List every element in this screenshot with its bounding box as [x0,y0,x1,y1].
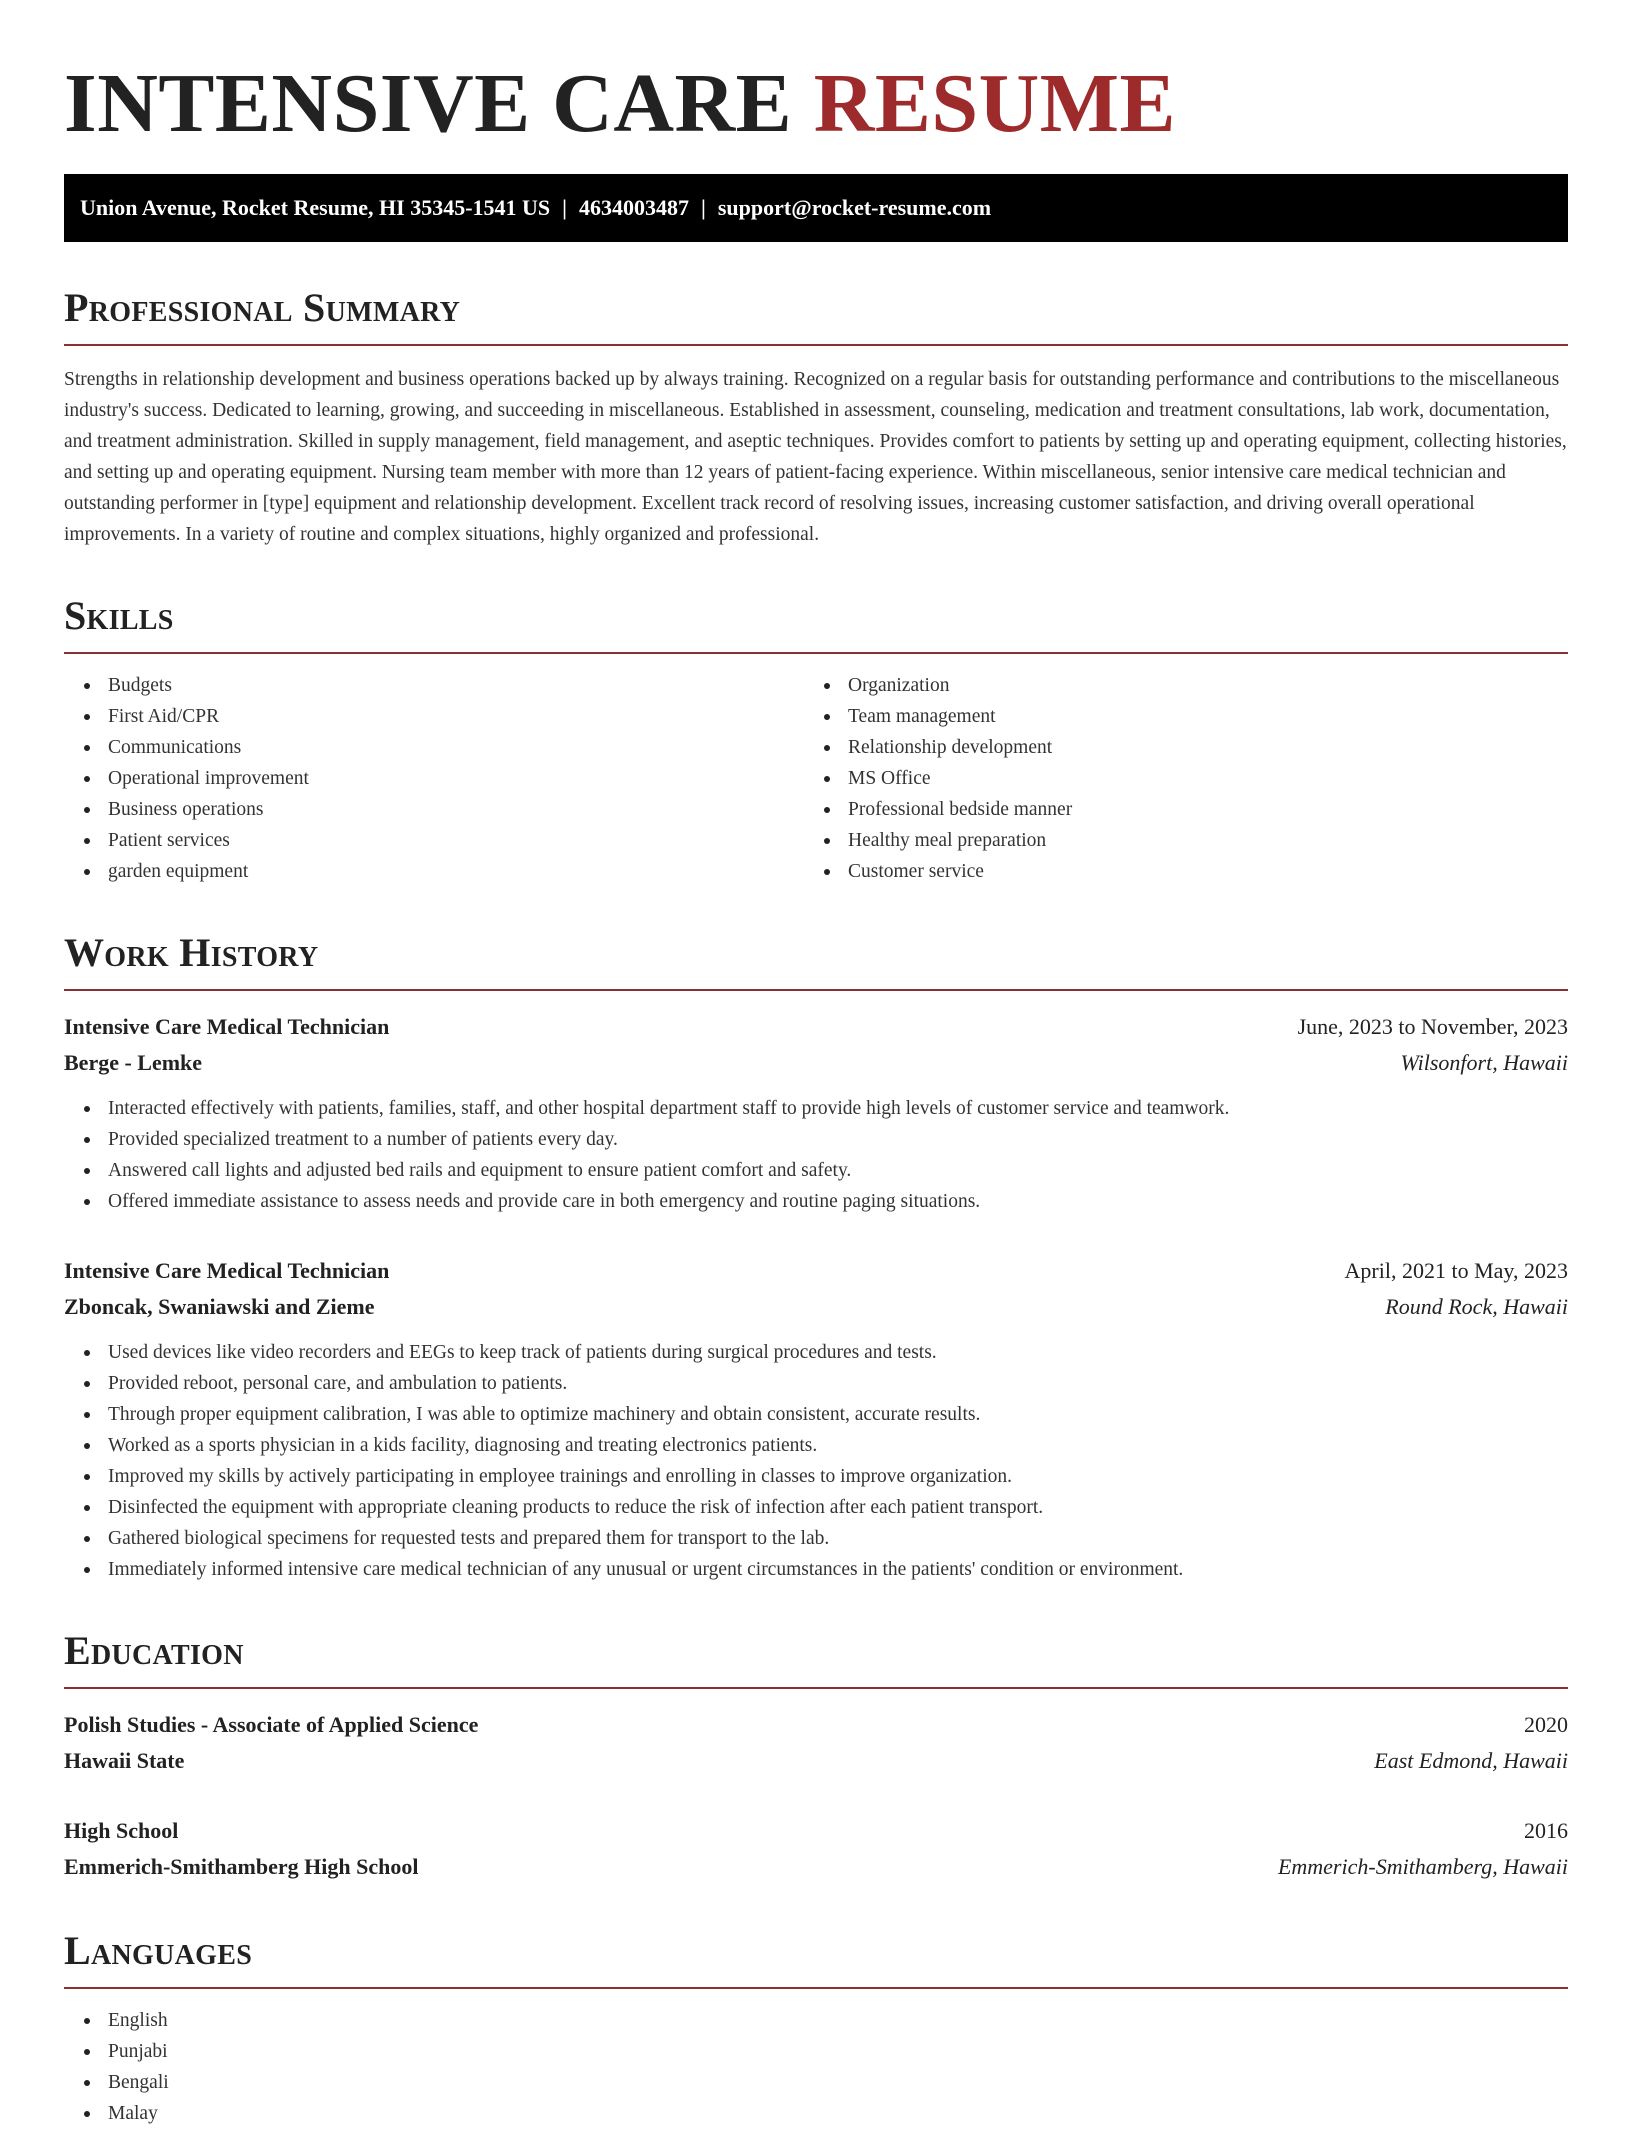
skill-item: Operational improvement [108,763,804,794]
job-location: Round Rock, Hawaii [1385,1294,1568,1319]
skills-section [64,594,1568,887]
languages-heading: Languages [64,1929,1568,1989]
work-history-heading: Work History [64,931,1568,991]
resume-page [64,0,1568,2129]
education-header-row [64,1813,1568,1849]
job-subheader-row [64,1289,1568,1325]
skill-item: Patient services [108,825,804,856]
job-bullets [64,1093,1568,1217]
job-dates: June, 2023 to November, 2023 [1297,1014,1568,1039]
education-entry [64,1813,1568,1885]
job-bullet: Worked as a sports physician in a kids facility, diagnosing and treating electronics patients. [108,1430,1568,1461]
education-entry [64,1707,1568,1779]
education-year: 2020 [1524,1712,1568,1737]
job-bullet: Gathered biological specimens for requested tests and prepared them for transport to the lab. [108,1523,1568,1554]
job-bullet: Disinfected the equipment with appropriate cleaning products to reduce the risk of infection after each patient transport. [108,1492,1568,1523]
job-bullets [64,1337,1568,1585]
work-history-section [64,931,1568,1585]
language-item: Malay [108,2098,1568,2129]
skill-item: garden equipment [108,856,804,887]
language-item: Bengali [108,2067,1568,2098]
skills-grid [64,654,1568,887]
skills-heading: Skills [64,594,1568,654]
job-bullet: Immediately informed intensive care medical technician of any unusual or urgent circumstances in the patients' condition or environment. [108,1554,1568,1585]
summary-text: Strengths in relationship development and business operations backed up by always training. Recognized on a regular basis for outstanding performance and contributions to the miscellaneous industry's success. Dedicated to learning, growing, and succeeding in miscellaneous. Established in assessment, counseling, medication and treatment consultations, lab work, documentation, and treatment administration. Skilled in supply management, field management, and aseptic techniques. Provides comfort to patients by setting up and operating equipment, collecting histories, and setting up and operating equipment. Nursing team member with more than 12 years of patient-facing experience. Within miscellaneous, senior intensive care medical technician and outstanding performer in [type] equipment and relationship development. Excellent track record of resolving issues, increasing customer satisfaction, and driving overall operational improvements. In a variety of routine and complex situations, highly organized and professional. [64,369,1567,545]
skill-item: Organization [848,670,1568,701]
contact-separator: | [562,195,568,220]
job-bullet: Interacted effectively with patients, families, staff, and other hospital department staff to provide high levels of customer service and teamwork. [108,1093,1568,1124]
job-bullet: Provided reboot, personal care, and ambulation to patients. [108,1368,1568,1399]
job-title: Intensive Care Medical Technician [64,1014,390,1039]
language-item: English [108,2005,1568,2036]
contact-bar [64,174,1568,242]
job-header-row [64,1009,1568,1045]
title-main: INTENSIVE CARE [64,57,793,150]
skill-item: MS Office [848,763,1568,794]
title-accent: RESUME [813,57,1177,150]
education-subheader-row [64,1743,1568,1779]
contact-separator: | [701,195,706,220]
job-bullet: Offered immediate assistance to assess needs and provide care in both emergency and routine paging situations. [108,1186,1568,1217]
summary-heading: Professional Summary [64,286,1568,346]
job-bullet: Provided specialized treatment to a number of patients every day. [108,1124,1568,1155]
summary-section [64,286,1568,550]
job-location: Wilsonfort, Hawaii [1400,1050,1568,1075]
job-bullet: Used devices like video recorders and EEGs to keep track of patients during surgical procedures and tests. [108,1337,1568,1368]
job-entry [64,1009,1568,1217]
education-school: Hawaii State [64,1748,185,1773]
languages-section [64,1929,1568,2129]
job-subheader-row [64,1045,1568,1081]
job-entry [64,1253,1568,1585]
languages-list [64,2005,1568,2129]
education-header-row [64,1707,1568,1743]
education-school: Emmerich-Smithamberg High School [64,1854,419,1879]
skill-item: Customer service [848,856,1568,887]
education-location: Emmerich-Smithamberg, Hawaii [1277,1854,1568,1879]
job-dates: April, 2021 to May, 2023 [1344,1258,1568,1283]
skill-item: First Aid/CPR [108,701,804,732]
skill-item: Professional bedside manner [848,794,1568,825]
skill-item: Healthy meal preparation [848,825,1568,856]
job-bullet: Through proper equipment calibration, I was able to optimize machinery and obtain consistent, accurate results. [108,1399,1568,1430]
language-item: Punjabi [108,2036,1568,2067]
job-company: Zboncak, Swaniawski and Zieme [64,1294,375,1319]
education-degree: Polish Studies - Associate of Applied Science [64,1712,479,1737]
education-heading: Education [64,1629,1568,1689]
contact-phone: 4634003487 [579,195,690,220]
education-subheader-row [64,1849,1568,1885]
skill-item: Relationship development [848,732,1568,763]
contact-email: support@rocket-resume.com [717,195,992,220]
skill-item: Communications [108,732,804,763]
education-location: East Edmond, Hawaii [1374,1748,1568,1773]
contact-address: Union Avenue, Rocket Resume, HI 35345-1541 US [80,195,551,220]
skill-item: Budgets [108,670,804,701]
job-title: Intensive Care Medical Technician [64,1258,390,1283]
job-company: Berge - Lemke [64,1050,203,1075]
job-bullet: Improved my skills by actively participating in employee trainings and enrolling in classes to improve organization. [108,1461,1568,1492]
skills-list-left [64,670,804,887]
skills-list-right [804,670,1568,887]
job-header-row [64,1253,1568,1289]
education-year: 2016 [1524,1818,1568,1843]
education-section [64,1629,1568,1885]
resume-title [64,54,1568,154]
skill-item: Team management [848,701,1568,732]
skill-item: Business operations [108,794,804,825]
job-bullet: Answered call lights and adjusted bed rails and equipment to ensure patient comfort and safety. [108,1155,1568,1186]
education-degree: High School [64,1818,179,1843]
